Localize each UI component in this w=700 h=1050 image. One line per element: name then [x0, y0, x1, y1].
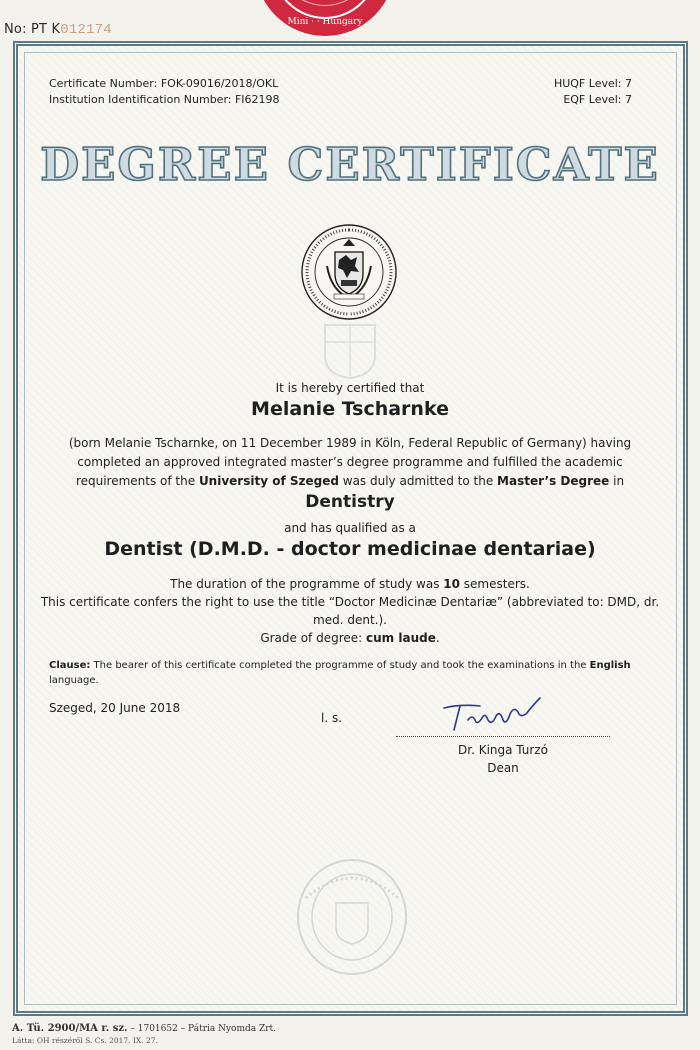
grade-pre: Grade of degree:: [260, 631, 367, 645]
header-right: [554, 76, 632, 108]
qualification-title: Dentist (D.M.D. - doctor medicinae dentariae): [104, 538, 596, 560]
qualified-intro: and has qualified as a: [284, 521, 416, 535]
svg-text:Mini · · Hungary: Mini · · Hungary: [287, 17, 363, 27]
signature-icon: [430, 690, 560, 735]
holder-name: Melanie Tscharnke: [251, 398, 449, 420]
clause-language: English: [589, 660, 631, 671]
clause-label: Clause:: [49, 660, 91, 671]
header-left: [49, 76, 280, 108]
footer-bold: A. Tü. 2900/MA r. sz.: [12, 1023, 128, 1034]
huqf-level: HUQF Level: 7: [553, 77, 632, 90]
signer-name: Dr. Kinga Turzó: [458, 743, 548, 757]
signer-role: Dean: [487, 761, 519, 775]
grade-value: cum laude: [366, 631, 436, 645]
printer-footer: [12, 1023, 276, 1034]
para-text-1: (born Melanie Tscharnke, on 11 December 1989 in Köln, Federal Republic of Germany) having completed an approved integrated master’s degree programme and fulfilled the academic requirements of the: [68, 436, 632, 488]
university-name: University of Szeged: [198, 474, 339, 488]
institution-id: Institution Identification Number: FI62198: [49, 93, 280, 106]
duration-value: 10: [443, 577, 460, 591]
approval-footer: Látta: OH részéről S. Cs. 2017. IX. 27.: [12, 1036, 158, 1045]
embossed-stamp-icon: [296, 858, 408, 976]
clause-end: language.: [49, 675, 99, 686]
eqf-level: EQF Level: 7: [563, 93, 632, 106]
signer-block: [396, 741, 610, 777]
university-crest-icon: [299, 222, 399, 322]
clause-text: The bearer of this certificate completed the programme of study and took the examinations in the: [90, 660, 590, 671]
footer-line1: – 1701652 – Pátria Nyomda Zrt.: [127, 1024, 277, 1034]
serial-number: [4, 22, 112, 38]
birth-paragraph: [40, 434, 660, 491]
degree-name: Master’s Degree: [497, 474, 610, 488]
locus-sigilli: l. s.: [321, 711, 343, 725]
signature-line: [396, 736, 610, 737]
serial-digits: 012174: [60, 22, 112, 38]
field-of-study: Dentistry: [305, 492, 395, 512]
certificate-number: Certificate Number: FOK-09016/2018/OKL: [49, 77, 279, 90]
place-date: Szeged, 20 June 2018: [49, 701, 181, 715]
para-text-2: was duly admitted to the: [338, 474, 498, 488]
certified-that: It is hereby certified that: [275, 381, 425, 395]
clause: [49, 658, 664, 688]
para-text-3: in: [609, 474, 625, 488]
red-seal-icon: [255, 0, 395, 38]
serial-prefix: No: PT K: [4, 22, 61, 37]
grade-line: [40, 629, 660, 647]
duration-line: [40, 575, 660, 593]
grade-post: .: [435, 631, 440, 645]
watermark-arms-icon: [300, 320, 400, 380]
document-title: DEGREE CERTIFICATE: [40, 138, 660, 191]
details-paragraph: [40, 575, 660, 647]
title-right-line: This certificate confers the right to use the title “Doctor Medicinæ Dentariæ” (abbreviated to: DMD, dr. med. dent.).: [40, 595, 660, 627]
duration-post: semesters.: [459, 577, 530, 591]
duration-pre: The duration of the programme of study was: [170, 577, 444, 591]
